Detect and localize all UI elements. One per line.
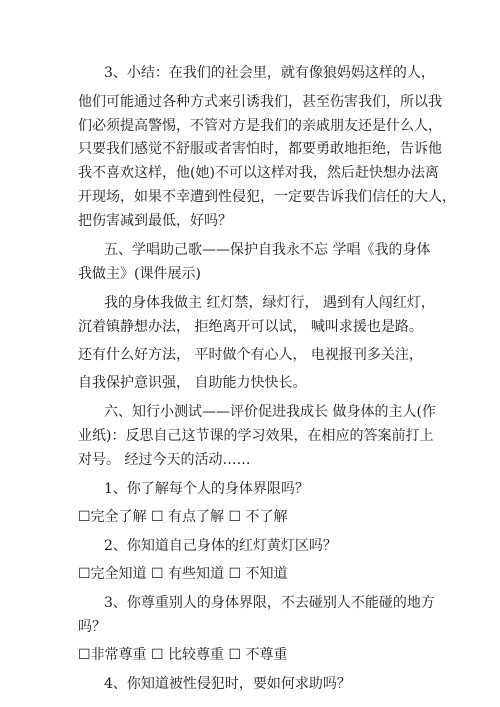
- question-4: 4、你知道被性侵犯时，要如何求助吗？: [104, 676, 351, 692]
- question-1: 1、你了解每个人的身体界限吗？: [104, 481, 309, 497]
- text-line: 开现场，如果不幸遭到性侵犯，一定要告诉我们信任的大人，: [78, 189, 456, 205]
- song-line: 自我保护意识强， 自助能力快快长。: [78, 375, 307, 391]
- song-line: 沉着镇静想办法， 拒绝离开可以试， 喊叫求援也是路。: [78, 319, 423, 335]
- text-line: 他们可能通过各种方式来引诱我们，甚至伤害我们，所以我: [78, 94, 442, 110]
- text-line: 吗？: [78, 619, 106, 635]
- answer-options-3: ☐非常尊重 ☐ 比较尊重 ☐ 不尊重: [78, 647, 288, 663]
- song-line: 还有什么好方法， 平时做个有心人， 电视报刊多关注，: [78, 347, 423, 363]
- question-3: 3、你尊重别人的身体界限，不去碰别人不能碰的地方: [104, 595, 435, 611]
- text-line: 我做主》(课件展示): [78, 266, 201, 282]
- section-heading-six: 六、知行小测试——评价促进我成长 做身体的主人(作: [104, 404, 436, 420]
- answer-options-1: ☐完全了解 ☐ 有点了解 ☐ 不了解: [78, 509, 288, 525]
- text-line: 只要我们感觉不舒服或者害怕时，都要勇敢地拒绝，告诉他: [78, 141, 442, 157]
- text-line: 们必须提高警惕，不管对方是我们的亲戚朋友还是什么人，: [78, 118, 442, 134]
- text-line: 把伤害减到最低，好吗？: [78, 213, 232, 229]
- text-line-summary: 3、小结：在我们的社会里，就有像狼妈妈这样的人，: [104, 65, 435, 81]
- question-2: 2、你知道自己身体的红灯黄灯区吗？: [104, 538, 337, 554]
- text-line: 对号。 经过今天的活动……: [78, 452, 251, 468]
- text-line: 我不喜欢这样，他(她)不可以这样对我，然后赶快想办法离: [78, 165, 439, 181]
- text-line: 业纸)：反思自己这节课的学习效果，在相应的答案前打上: [78, 428, 434, 444]
- song-line: 我的身体我做主 红灯禁，绿灯行， 遇到有人闯红灯，: [104, 295, 435, 311]
- section-heading-five: 五、学唱助己歌——保护自我永不忘 学唱《我的身体: [104, 242, 431, 258]
- answer-options-2: ☐完全知道 ☐ 有些知道 ☐ 不知道: [78, 566, 288, 582]
